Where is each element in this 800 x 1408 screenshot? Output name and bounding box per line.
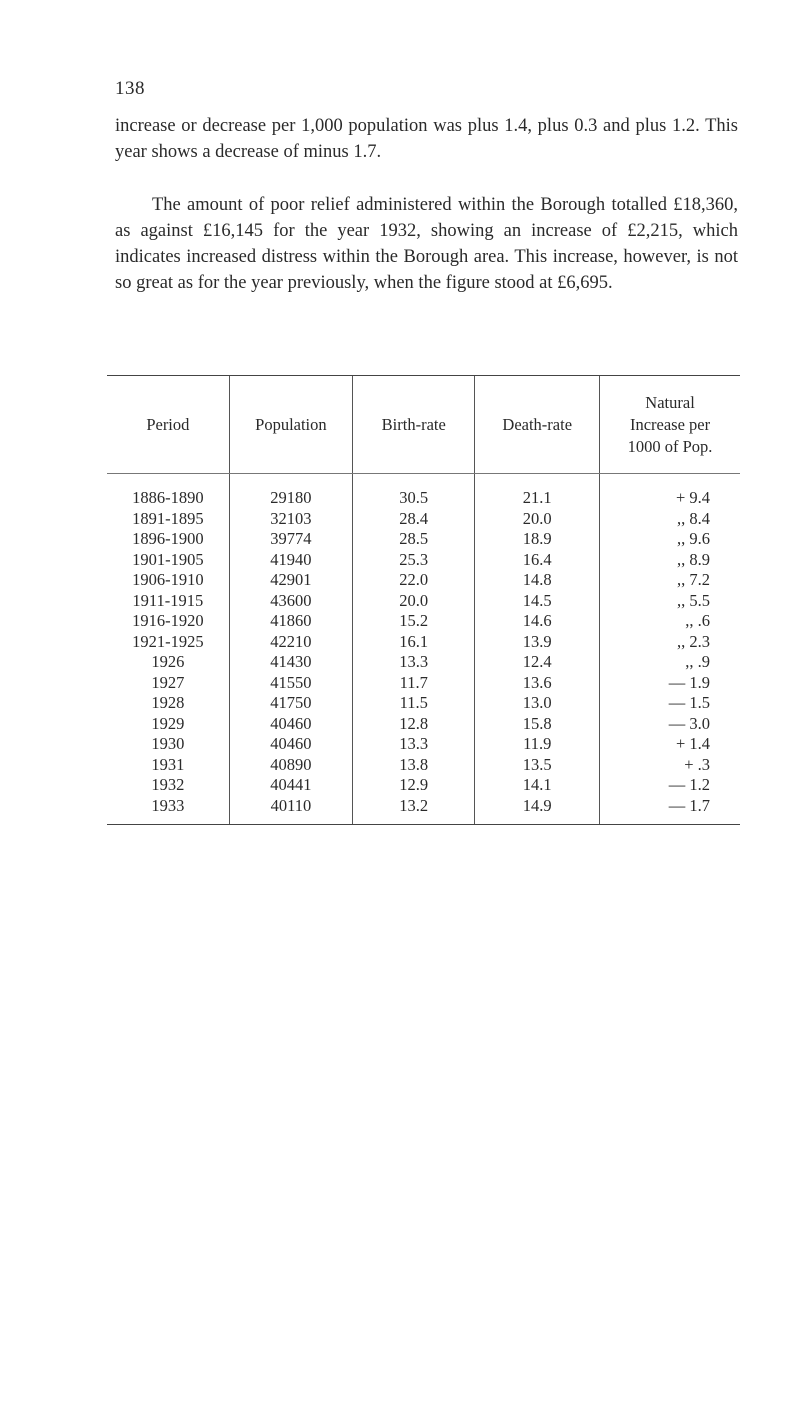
cell-natural-increase: ,, .6 <box>600 611 740 632</box>
cell-death-rate: 16.4 <box>475 550 600 571</box>
cell-natural-increase: + .3 <box>600 755 740 776</box>
cell-natural-increase: + 1.4 <box>600 734 740 755</box>
cell-natural-increase: ,, 8.9 <box>600 550 740 571</box>
table-row <box>107 714 740 735</box>
cell-birth-rate: 11.7 <box>353 673 475 694</box>
cell-natural-increase: — 3.0 <box>600 714 740 735</box>
paragraph-rate-summary: increase or decrease per 1,000 population was plus 1.4, plus 0.3 and plus 1.2. This year shows a decrease of minus 1.7. <box>115 116 738 162</box>
cell-population: 32103 <box>229 509 352 530</box>
cell-population: 42210 <box>229 632 352 653</box>
cell-population: 40110 <box>229 796 352 825</box>
cell-birth-rate: 13.8 <box>353 755 475 776</box>
table-row <box>107 550 740 571</box>
cell-death-rate: 13.6 <box>475 673 600 694</box>
cell-population: 40460 <box>229 734 352 755</box>
vital-statistics-table <box>107 375 740 825</box>
cell-death-rate: 14.8 <box>475 570 600 591</box>
cell-natural-increase: ,, 8.4 <box>600 509 740 530</box>
cell-death-rate: 12.4 <box>475 652 600 673</box>
cell-period: 1906-1910 <box>132 570 204 589</box>
cell-birth-rate: 13.3 <box>353 734 475 755</box>
cell-period: 1886-1890 <box>132 488 204 507</box>
cell-population: 41430 <box>229 652 352 673</box>
cell-death-rate: 15.8 <box>475 714 600 735</box>
cell-birth-rate: 28.5 <box>353 529 475 550</box>
table-row <box>107 693 740 714</box>
header-population: Population <box>229 376 352 474</box>
table-row <box>107 570 740 591</box>
cell-death-rate: 21.1 <box>475 474 600 509</box>
cell-natural-increase: + 9.4 <box>600 474 740 509</box>
table-row <box>107 611 740 632</box>
cell-death-rate: 13.5 <box>475 755 600 776</box>
table-row <box>107 632 740 653</box>
page-number: 138 <box>115 78 145 99</box>
header-death-rate: Death-rate <box>475 376 600 474</box>
cell-birth-rate: 13.2 <box>353 796 475 825</box>
cell-population: 40460 <box>229 714 352 735</box>
header-period: Period <box>107 376 229 474</box>
cell-period: 1926 <box>151 652 185 671</box>
cell-population: 41860 <box>229 611 352 632</box>
cell-death-rate: 13.0 <box>475 693 600 714</box>
header-birth-rate: Birth-rate <box>353 376 475 474</box>
cell-natural-increase: — 1.5 <box>600 693 740 714</box>
cell-death-rate: 14.9 <box>475 796 600 825</box>
cell-period: 1927 <box>151 672 185 692</box>
cell-population: 41750 <box>229 693 352 714</box>
table-row <box>107 775 740 796</box>
cell-period: 1916-1920 <box>132 611 204 630</box>
cell-birth-rate: 12.9 <box>353 775 475 796</box>
table-body <box>107 474 740 825</box>
cell-period: 1929 <box>151 713 185 733</box>
cell-death-rate: 14.5 <box>475 591 600 612</box>
cell-birth-rate: 25.3 <box>353 550 475 571</box>
table-header-row <box>107 376 740 474</box>
cell-population: 43600 <box>229 591 352 612</box>
table-row <box>107 591 740 612</box>
cell-period: 1930 <box>151 734 185 753</box>
table-row <box>107 755 740 776</box>
cell-birth-rate: 12.8 <box>353 714 475 735</box>
cell-death-rate: 14.6 <box>475 611 600 632</box>
cell-birth-rate: 15.2 <box>353 611 475 632</box>
cell-natural-increase: ,, 2.3 <box>600 632 740 653</box>
table-row <box>107 509 740 530</box>
table-row <box>107 734 740 755</box>
cell-birth-rate: 28.4 <box>353 509 475 530</box>
cell-birth-rate: 11.5 <box>353 693 475 714</box>
cell-period: 1931 <box>151 754 185 774</box>
table-row <box>107 474 740 509</box>
header-natural-increase <box>600 376 740 474</box>
cell-population: 41940 <box>229 550 352 571</box>
cell-birth-rate: 20.0 <box>353 591 475 612</box>
cell-birth-rate: 22.0 <box>353 570 475 591</box>
cell-natural-increase: ,, 7.2 <box>600 570 740 591</box>
cell-birth-rate: 30.5 <box>353 474 475 509</box>
cell-death-rate: 18.9 <box>475 529 600 550</box>
cell-population: 29180 <box>229 474 352 509</box>
cell-period: 1901-1905 <box>132 549 204 569</box>
paragraph-poor-relief: The amount of poor relief administered within the Borough totalled £18,360, as against £16,145 for the year 1932, showing an increase of £2,215, which indicates increased distress within the Borough area. This increase, however, is not so great as for the year previously, when the figure stood at £6,695. <box>115 195 738 293</box>
cell-period: 1928 <box>151 693 185 712</box>
cell-death-rate: 20.0 <box>475 509 600 530</box>
cell-population: 40890 <box>229 755 352 776</box>
cell-death-rate: 13.9 <box>475 632 600 653</box>
cell-natural-increase: — 1.9 <box>600 673 740 694</box>
cell-population: 42901 <box>229 570 352 591</box>
cell-period: 1896-1900 <box>132 529 204 548</box>
table-row <box>107 529 740 550</box>
cell-natural-increase: — 1.2 <box>600 775 740 796</box>
cell-natural-increase: ,, 5.5 <box>600 591 740 612</box>
cell-period: 1891-1895 <box>132 508 204 528</box>
cell-population: 41550 <box>229 673 352 694</box>
cell-birth-rate: 13.3 <box>353 652 475 673</box>
cell-death-rate: 11.9 <box>475 734 600 755</box>
cell-period: 1911-1915 <box>132 590 204 610</box>
header-natural-line-1: Natural <box>645 392 695 412</box>
header-natural-line-2: Increase per <box>629 414 711 434</box>
header-natural-line-3: 1000 of Pop. <box>627 436 713 456</box>
table-row <box>107 652 740 673</box>
table-row <box>107 673 740 694</box>
cell-population: 40441 <box>229 775 352 796</box>
cell-natural-increase: ,, 9.6 <box>600 529 740 550</box>
cell-natural-increase: — 1.7 <box>600 796 740 825</box>
cell-natural-increase: ,, .9 <box>600 652 740 673</box>
cell-death-rate: 14.1 <box>475 775 600 796</box>
cell-population: 39774 <box>229 529 352 550</box>
cell-period: 1933 <box>107 796 229 825</box>
cell-birth-rate: 16.1 <box>353 632 475 653</box>
cell-period: 1932 <box>151 775 185 794</box>
table-row <box>107 796 740 825</box>
cell-period: 1921-1925 <box>132 631 204 651</box>
